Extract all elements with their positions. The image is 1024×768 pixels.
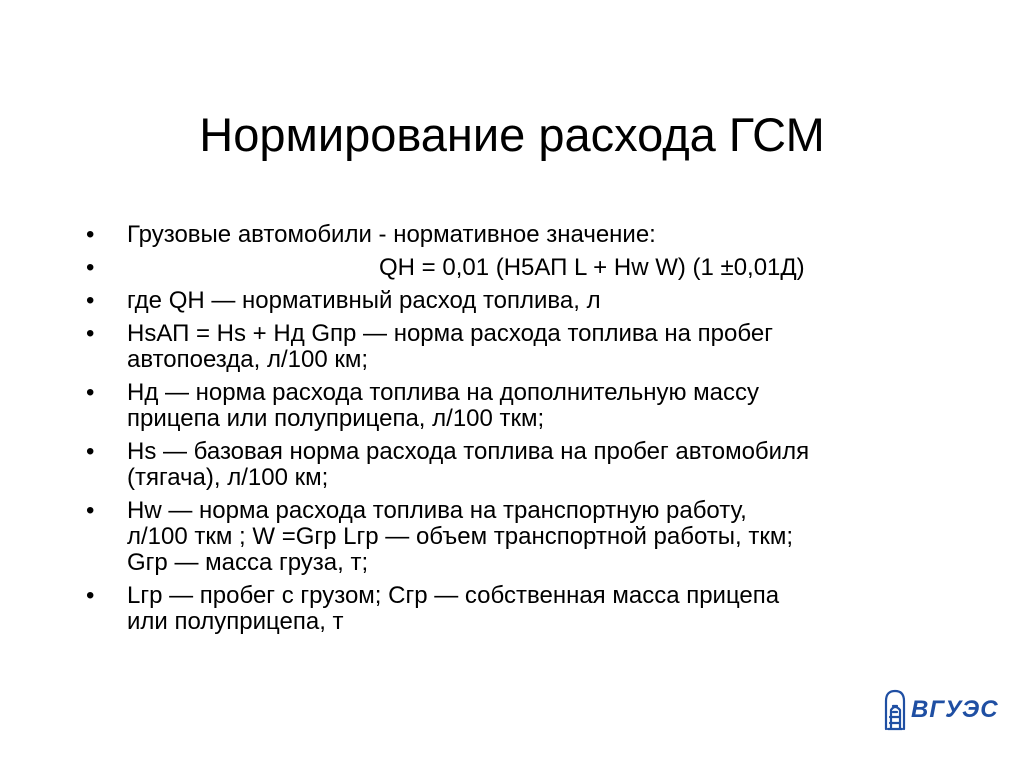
bullet-item <box>86 255 966 281</box>
bullet-text-line-1: Нw — норма расхода топлива на транспортную работу, <box>127 497 747 524</box>
bullet-glyph: • <box>86 221 95 248</box>
bullet-text-line-1: Нs — базовая норма расхода топлива на пробег автомобиля <box>127 438 810 465</box>
bullet-item <box>86 321 966 373</box>
bullet-glyph: • <box>86 582 95 609</box>
bullet-glyph: • <box>86 438 95 465</box>
bullet-item <box>86 288 966 314</box>
bullet-list <box>86 222 966 642</box>
bullet-glyph: • <box>86 254 95 281</box>
university-logo <box>876 686 1006 734</box>
bullet-text-line-2: (тягача), л/100 км; <box>127 464 329 491</box>
bullet-text-line-1: Lгр — пробег с грузом; Сгр — собственная масса прицепа <box>127 582 780 609</box>
bullet-text-line-1: НsАП = Нs + Нд Gпр — норма расхода топлива на пробег <box>127 320 773 347</box>
bullet-glyph: • <box>86 287 95 314</box>
bullet-item <box>86 583 966 635</box>
bullet-glyph: • <box>86 320 95 347</box>
bullet-text-line-2: прицепа или полуприцепа, л/100 ткм; <box>127 405 545 432</box>
bullet-item <box>86 498 966 576</box>
bullet-text-line-2: или полуприцепа, т <box>127 608 344 635</box>
bullet-text: Грузовые автомобили - нормативное значение: <box>127 221 656 248</box>
slide-title: Нормирование расхода ГСМ <box>199 108 825 161</box>
bullet-text: где QН — нормативный расход топлива, л <box>127 287 601 314</box>
bullet-glyph: • <box>86 497 95 524</box>
bullet-item <box>86 380 966 432</box>
bullet-text-line-2: л/100 ткм ; W =Gгр Lгр — объем транспортной работы, ткм; <box>127 523 794 550</box>
bullet-item <box>86 222 966 248</box>
bullet-text-line-3: Gгр — масса груза, т; <box>127 549 369 576</box>
bullet-glyph: • <box>86 379 95 406</box>
university-emblem-icon <box>886 691 904 729</box>
bullet-text-line-2: автопоезда, л/100 км; <box>127 346 369 373</box>
logo-text: ВГУЭС <box>911 696 999 723</box>
bullet-text-line-1: Нд — норма расхода топлива на дополнительную массу <box>127 379 760 406</box>
formula-text: QН = 0,01 (Н5АП L + Нw W) (1 ±0,01Д) <box>379 254 805 281</box>
bullet-item <box>86 439 966 491</box>
